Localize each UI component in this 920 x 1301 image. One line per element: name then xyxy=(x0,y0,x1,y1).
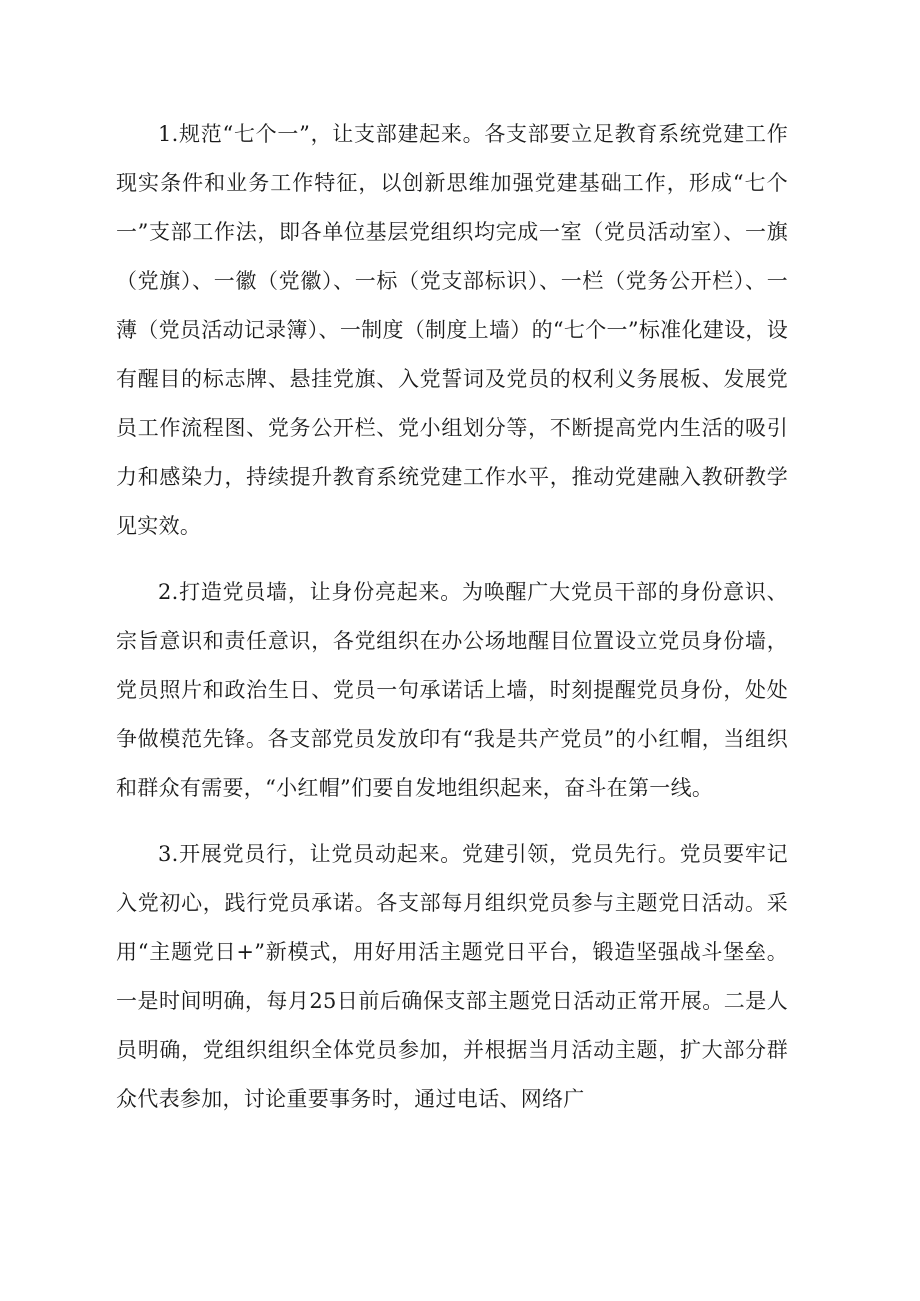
paragraph-1: 1.规范“七个一”，让支部建起来。各支部要立足教育系统党建工作现实条件和业务工作特征，以创新思维加强党建基础工作，形成“七个一”支部工作法，即各单位基层党组织均完成一室（党员活动室）、一旗（党旗）、一徽（党徽）、一标（党支部标识）、一栏（党务公开栏）、一薄（党员活动记录簿）、一制度（制度上墙）的“七个一”标准化建设，设有醒目的标志牌、悬挂党旗、入党誓词及党员的权利义务展板、发展党员工作流程图、党务公开栏、党小组划分等，不断提高党内生活的吸引力和感染力，持续提升教育系统党建工作水平，推动党建融入教研教学见实效。 xyxy=(116,122,788,538)
paragraph-3: 3.开展党员行，让党员动起来。党建引领，党员先行。党员要牢记入党初心，践行党员承诺。各支部每月组织党员参与主题党日活动。采用“主题党日+”新模式，用好用活主题党日平台，锻造坚强战斗堡垒。一是时间明确，每月25日前后确保支部主题党日活动正常开展。二是人员明确，党组织组织全体党员参加，并根据当月活动主题，扩大部分群众代表参加，讨论重要事务时，通过电话、网络广 xyxy=(116,842,788,1111)
document-body xyxy=(116,110,788,1124)
paragraph-2: 2.打造党员墙，让身份亮起来。为唤醒广大党员干部的身份意识、宗旨意识和责任意识，各党组织在办公场地醒目位置设立党员身份墙，党员照片和政治生日、党员一句承诺话上墙，时刻提醒党员身份，处处争做模范先锋。各支部党员发放印有“我是共产党员”的小红帽，当组织和群众有需要，“小红帽”们要自发地组织起来，奋斗在第一线。 xyxy=(116,580,788,800)
